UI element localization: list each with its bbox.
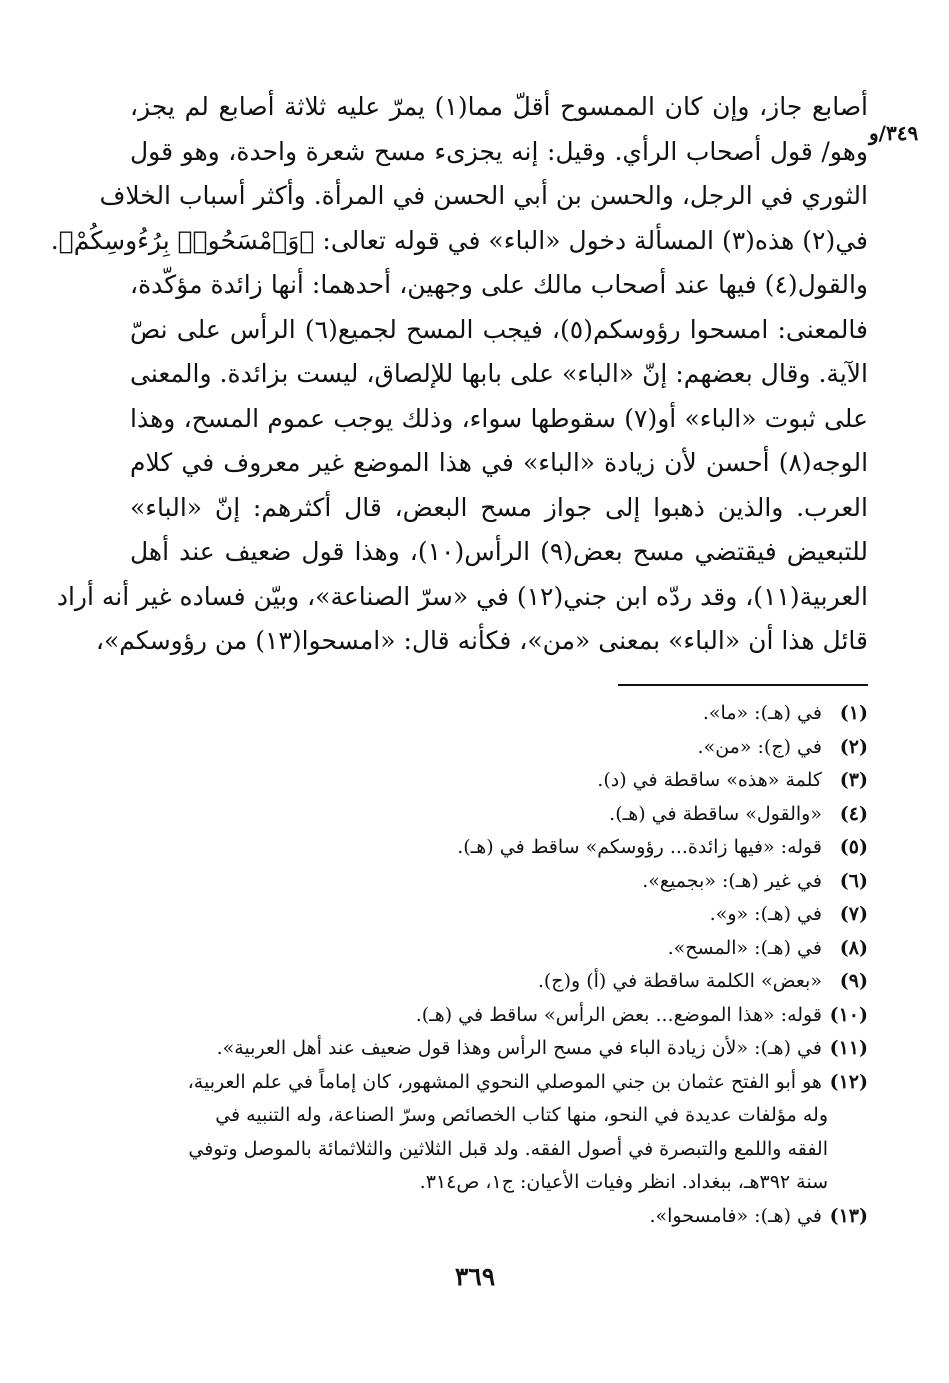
footnote-item xyxy=(128,1066,868,1100)
footnote-number: (١٠) xyxy=(829,1003,868,1026)
footnote-text: في (هـ): «المسح». xyxy=(667,936,822,959)
footnote-number: (٦) xyxy=(839,869,868,892)
footnote-number: (٤) xyxy=(839,802,868,825)
footnote-continuation: وله مؤلفات عديدة في النحو، منها كتاب الخصائص وسرّ الصناعة، وله التنبيه في xyxy=(215,1104,828,1126)
footnote-item xyxy=(128,697,868,731)
footnote-text: كلمة «هذه» ساقطة في (د). xyxy=(597,769,822,791)
footnote-number: (٥) xyxy=(839,836,868,858)
footnote-item xyxy=(128,1200,868,1234)
body-line: العرب. والذين ذهبوا إلى جواز مسح البعض، قال أكثرهم: إنّ «الباء» xyxy=(130,492,868,522)
footnote-text: في (ج): «من». xyxy=(697,735,822,758)
footnote-item xyxy=(128,731,868,765)
footnotes-section xyxy=(128,697,868,1233)
body-line: أصابع جاز، وإن كان الممسوح أقلّ مما(١) يمرّ عليه ثلاثة أصابع لم يجز، xyxy=(130,92,868,121)
body-line: للتبعيض فيقتضي مسح بعض(٩) الرأس(١٠)، وهذا قول ضعيف عند أهل xyxy=(130,537,868,566)
footnote-number: (١) xyxy=(839,702,868,724)
footnote-item xyxy=(128,865,868,899)
body-line: فالمعنى: امسحوا رؤوسكم(٥)، فيجب المسح لجميع(٦) الرأس على نصّ xyxy=(130,314,868,344)
footnote-text: قوله: «هذا الموضع... بعض الرأس» ساقط في (هـ). xyxy=(415,1003,822,1026)
footnote-item xyxy=(128,965,868,999)
footnote-text: هو أبو الفتح عثمان بن جني الموصلي النحوي المشهور، كان إماماً في علم العربية، xyxy=(187,1070,822,1093)
footnote-item xyxy=(128,831,868,865)
footnote-text: قوله: «فيها زائدة... رؤوسكم» ساقط في (هـ). xyxy=(457,836,822,858)
body-line: في(٢) هذه(٣) المسألة دخول «الباء» في قوله تعالى: ﴿وَٱمْسَحُوا۟ بِرُءُوسِكُمْ﴾. xyxy=(50,225,868,255)
footnote-text: في (هـ): «و». xyxy=(709,903,822,925)
footnote-separator xyxy=(618,684,868,686)
footnote-item xyxy=(128,898,868,932)
body-line: وهو/ قول أصحاب الرأي. وقيل: إنه يجزىء مسح شعرة واحدة، وهو قول xyxy=(130,136,868,166)
footnote-item xyxy=(128,764,868,798)
footnote-number: (٧) xyxy=(839,903,868,925)
footnote-number: (٩) xyxy=(839,970,868,992)
footnote-item xyxy=(128,798,868,832)
footnote-item xyxy=(128,999,868,1033)
footnote-number: (١٢) xyxy=(829,1070,868,1093)
body-line: العربية(١١)، وقد ردّه ابن جني(١٢) في «سرّ الصناعة»، وبيّن فساده غير أنه أراد xyxy=(56,581,868,611)
footnote-number: (١٣) xyxy=(829,1204,868,1227)
footnote-text: في غير (هـ): «بجميع». xyxy=(642,869,822,892)
footnote-item xyxy=(128,932,868,966)
footnote-number: (٢) xyxy=(839,735,868,758)
page-number: ٣٦٩ xyxy=(454,1262,496,1291)
footnote-continuation: الفقه واللمع والتبصرة في أصول الفقه. ولد قبل الثلاثين والثلاثمائة بالموصل وتوفي xyxy=(188,1137,828,1160)
body-line: الآية. وقال بعضهم: إنّ «الباء» على بابها للإلصاق، ليست بزائدة. والمعنى xyxy=(130,359,868,388)
footnote-text: في (هـ): «ما». xyxy=(702,702,822,724)
body-line: الثوري في الرجل، والحسن بن أبي الحسن في المرأة. وأكثر أسباب الخلاف xyxy=(99,181,868,210)
footnote-text: في (هـ): «فامسحوا». xyxy=(649,1204,822,1227)
footnote-number: (٣) xyxy=(839,769,868,791)
footnote-number: (٨) xyxy=(839,936,868,959)
footnote-text: «والقول» ساقطة في (هـ). xyxy=(609,802,822,825)
body-line: والقول(٤) فيها عند أصحاب مالك على وجهين، أحدهما: أنها زائدة مؤكّدة، xyxy=(130,270,868,299)
body-line: على ثبوت «الباء» أو(٧) سقوطها سواء، وذلك يوجب عموم المسح، وهذا xyxy=(130,403,868,433)
footnote-text: «بعض» الكلمة ساقطة في (أ) و(ج). xyxy=(537,970,822,992)
main-body-text xyxy=(50,85,869,664)
body-line: قائل هذا أن «الباء» بمعنى «من»، فكأنه قال: «امسحوا(١٣) من رؤوسكم»، xyxy=(95,626,868,655)
footnote-text: في (هـ): «لأن زيادة الباء في مسح الرأس وهذا قول ضعيف عند أهل العربية». xyxy=(216,1037,822,1059)
manuscript-folio-note: ٣٤٩/و xyxy=(869,121,919,145)
footnote-number: (١١) xyxy=(829,1037,868,1059)
footnote-continuation: سنة ٣٩٢هـ، ببغداد. انظر وفيات الأعيان: ج١، ص٣١٤. xyxy=(419,1171,828,1193)
footnote-item xyxy=(128,1032,868,1066)
body-line: الوجه(٨) أحسن لأن زيادة «الباء» في هذا الموضع غير معروف في كلام xyxy=(130,448,869,477)
